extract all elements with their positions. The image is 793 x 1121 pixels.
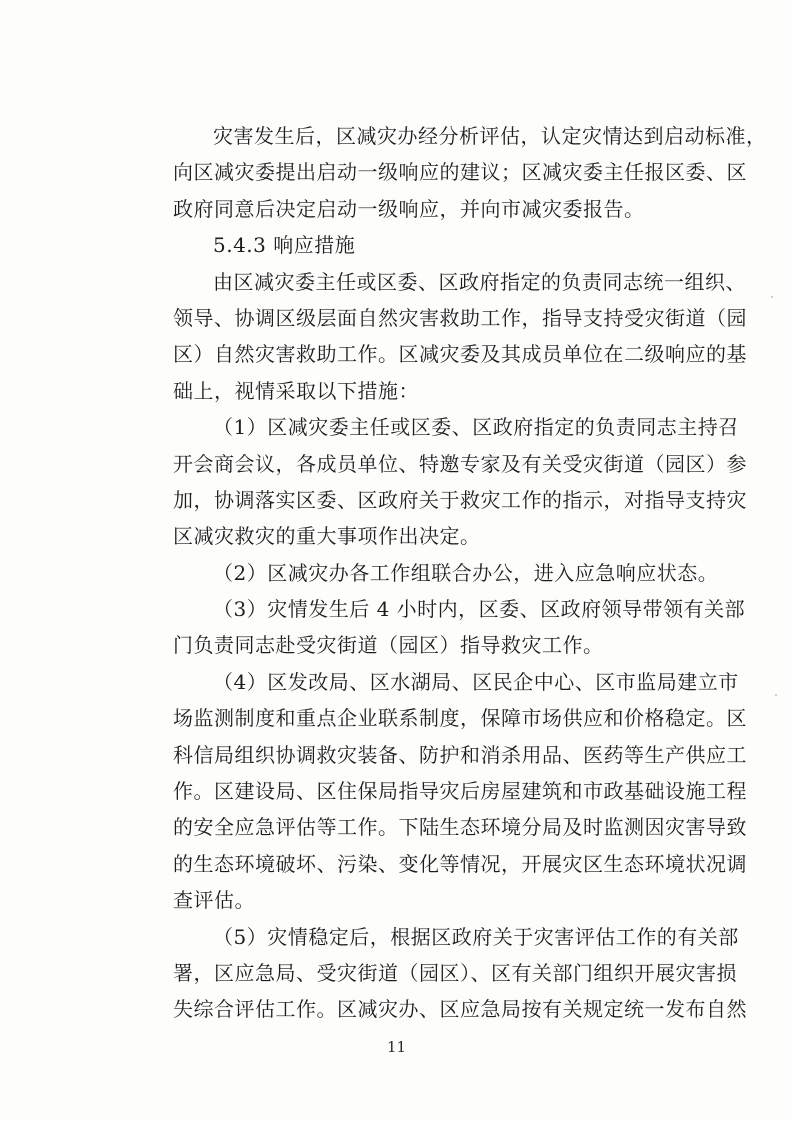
- text-line: 的安全应急评估等工作。下陆生态环境分局及时监测因灾害导致: [173, 815, 747, 840]
- text-line: （4）区发改局、区水湖局、区民企中心、区市监局建立市: [213, 669, 739, 694]
- text-line: 开会商会议，各成员单位、特邀专家及有关受灾街道（园区）参: [173, 451, 747, 476]
- text-line: 由区减灾委主任或区委、区政府指定的负责同志统一组织、: [213, 269, 746, 294]
- scan-speck: [771, 296, 773, 298]
- text-line: 查评估。: [173, 888, 255, 913]
- paragraph-response-measures: [133, 264, 747, 410]
- text-line: （2）区减灾办各工作组联合办公，进入应急响应状态。: [213, 560, 719, 585]
- text-line: 灾害发生后，区减灾办经分析评估，认定灾情达到启动标准，: [213, 124, 767, 148]
- heading-text: 5.4.3 响应措施: [213, 233, 356, 258]
- paragraph-item-2: [133, 555, 723, 591]
- page-number: 11: [386, 1038, 407, 1056]
- text-line: 场监测制度和重点企业联系制度，保障市场供应和价格稳定。区: [173, 706, 747, 731]
- text-line: 门负责同志赴受灾街道（园区）指导救灾工作。: [173, 633, 604, 658]
- text-line: （3）灾情发生后 4 小时内，区委、区政府领导带领有关部: [213, 597, 746, 622]
- paragraph-startup-decision: [133, 118, 767, 227]
- text-line: 科信局组织协调救灾装备、防护和消杀用品、医药等生产供应工: [173, 742, 747, 767]
- text-line: 领导、协调区级层面自然灾害救助工作，指导支持受灾街道（园: [173, 305, 747, 330]
- text-line: 向区减灾委提出启动一级响应的建议；区减灾委主任报区委、区: [173, 160, 747, 185]
- paragraph-item-4: [133, 664, 747, 919]
- paragraph-item-3: [133, 591, 746, 664]
- text-line: 区减灾救灾的重大事项作出决定。: [173, 524, 481, 549]
- text-line: 失综合评估工作。区减灾办、区应急局按有关规定统一发布自然: [173, 997, 747, 1022]
- text-line: 区）自然灾害救助工作。区减灾委及其成员单位在二级响应的基: [173, 342, 747, 367]
- paragraph-item-1: [133, 409, 747, 555]
- text-line: 作。区建设局、区住保局指导灾后房屋建筑和市政基础设施工程: [173, 779, 747, 804]
- section-heading: [133, 227, 723, 263]
- text-line: 础上，视情采取以下措施：: [173, 378, 419, 403]
- text-line: 署，区应急局、受灾街道（园区）、区有关部门组织开展灾害损: [173, 960, 737, 985]
- text-line: 加，协调落实区委、区政府关于救灾工作的指示，对指导支持灾: [173, 487, 747, 512]
- text-line: （1）区减灾委主任或区委、区政府指定的负责同志主持召: [213, 415, 739, 440]
- text-line: 的生态环境破坏、污染、变化等情况，开展灾区生态环境状况调: [173, 851, 747, 876]
- text-line: （5）灾情稳定后，根据区政府关于灾害评估工作的有关部: [213, 924, 739, 949]
- scan-speck: [775, 694, 777, 696]
- text-line: 政府同意后决定启动一级响应，并向市减灾委报告。: [173, 196, 645, 221]
- document-body: [133, 118, 767, 1028]
- paragraph-item-5: [133, 919, 747, 1028]
